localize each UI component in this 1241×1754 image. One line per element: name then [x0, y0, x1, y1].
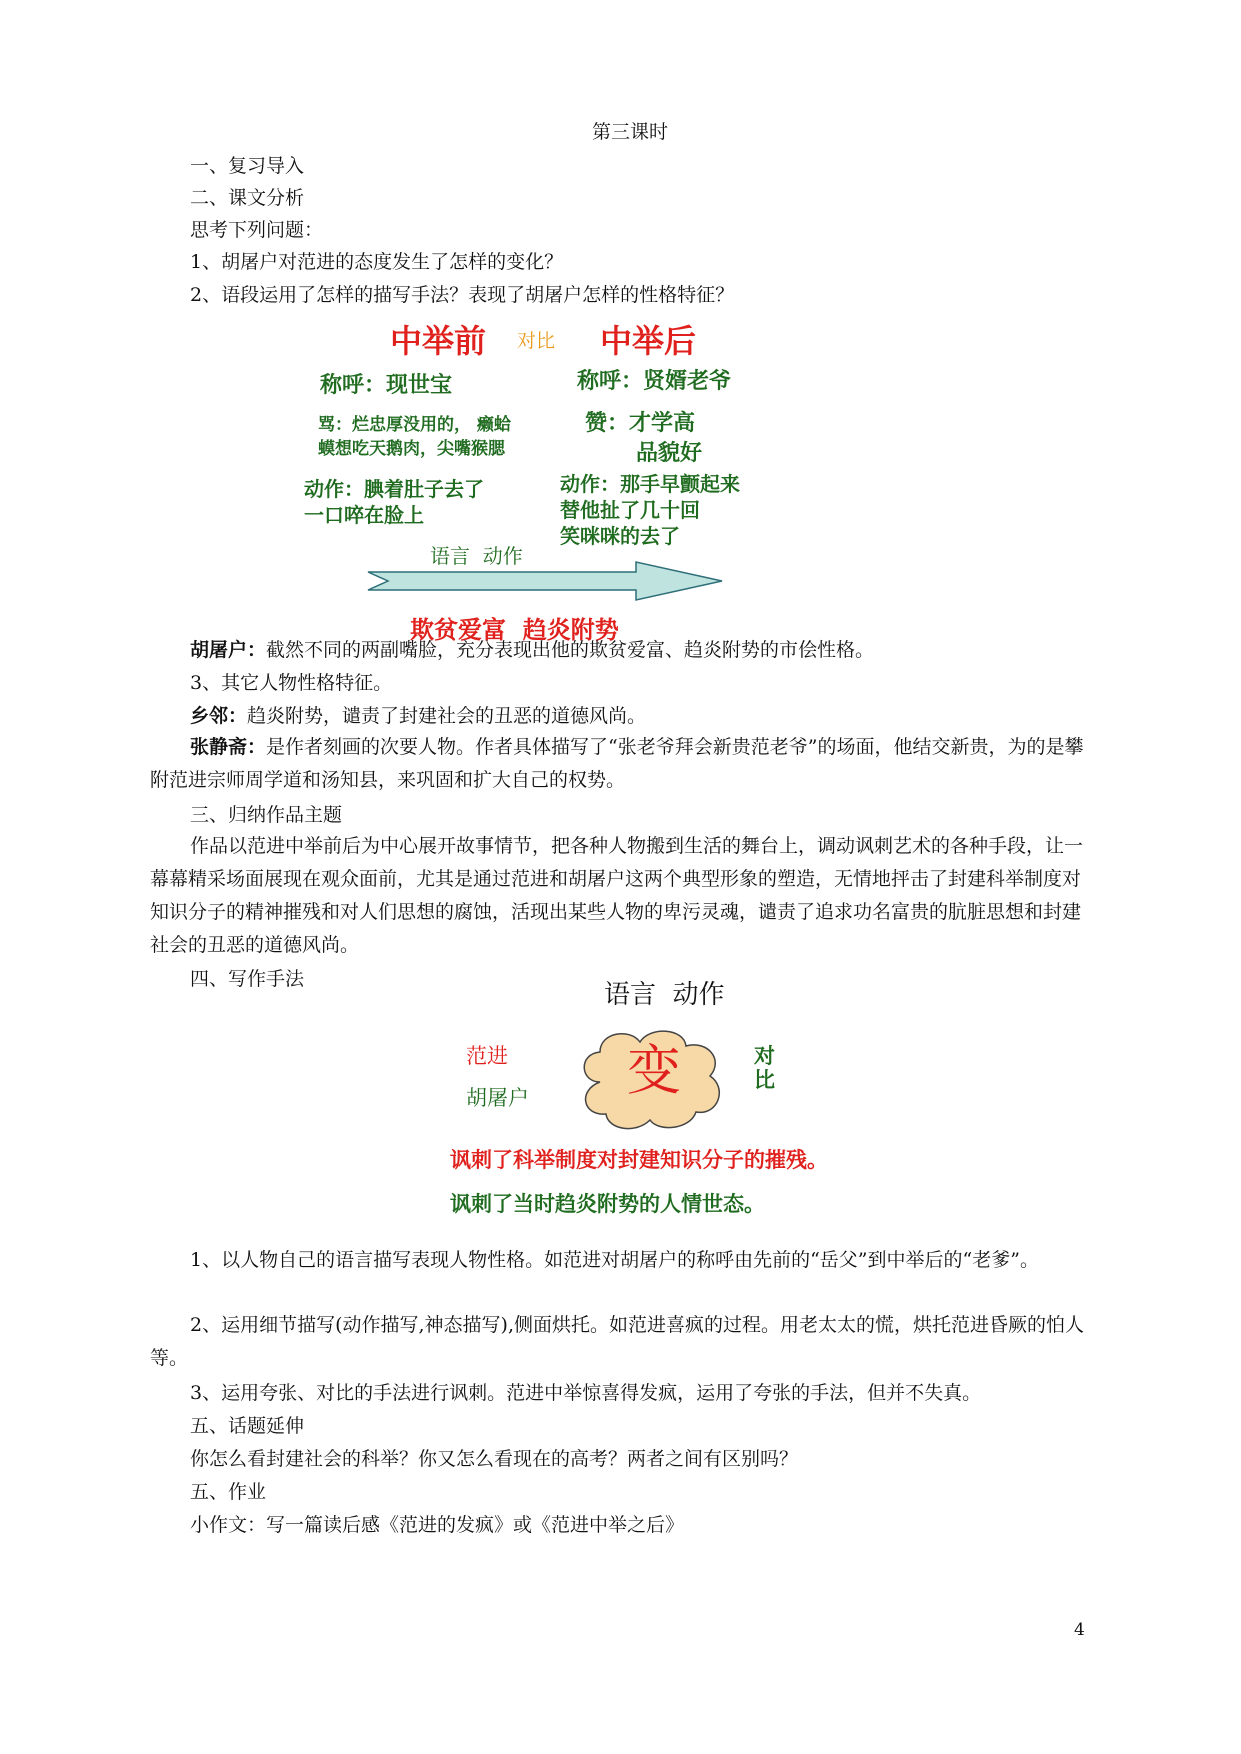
zhang-label: 张静斋：	[190, 736, 267, 758]
after-action-line-3: 笑咪咪的去了	[560, 524, 680, 548]
question-3: 3、其它人物性格特征。	[190, 672, 393, 694]
technique-3: 3、运用夸张、对比的手法进行讽刺。范进中举惊喜得发疯，运用了夸张的手法，但并不失真。	[190, 1382, 982, 1404]
zhang-analysis	[150, 731, 1086, 797]
hu-analysis	[190, 638, 874, 662]
arrow-label: 语言 动作	[430, 544, 523, 568]
extension-heading: 五、话题延伸	[190, 1415, 305, 1437]
technique-1: 1、以人物自己的语言描写表现人物性格。如范进对胡屠户的称呼由先前的“岳父”到中举后的“老爹”。	[190, 1249, 1039, 1271]
neighbor-label: 乡邻：	[190, 705, 248, 727]
neighbor-analysis	[190, 704, 646, 728]
neighbor-text: 趋炎附势，谴责了封建社会的丑恶的道德风尚。	[247, 705, 647, 727]
diagram2-title: 语言 动作	[604, 980, 725, 1010]
after-praise-line-1: 赞：才学高	[585, 411, 696, 436]
page-title: 第三课时	[592, 121, 669, 143]
label-hu-butcher: 胡屠户	[466, 1086, 529, 1110]
before-scold-line-1: 骂：烂忠厚没用的， 癞蛤	[318, 415, 511, 435]
after-praise-line-2: 品貌好	[636, 441, 703, 466]
question-1: 1、胡屠户对范进的态度发生了怎样的变化？	[190, 251, 564, 273]
contrast-char-1: 对	[754, 1044, 775, 1068]
think-prompt: 思考下列问题：	[190, 219, 324, 241]
after-action-line-1: 动作：那手早颤起来	[560, 472, 740, 496]
before-scold-line-2: 蟆想吃天鹅肉，尖嘴猴腮	[318, 439, 505, 459]
theme-heading: 三、归纳作品主题	[190, 804, 343, 826]
theme-text: 作品以范进中举前后为中心展开故事情节，把各种人物搬到生活的舞台上，调动讽刺艺术的各种手段，让一幕幕精采场面展现在观众面前，尤其是通过范进和胡屠户这两个典型形象的塑造，无情地抨击了封建科举制度对知识分子的精神摧残和对人们思想的腐蚀，活现出某些人物的卑污灵魂，谴责了追求功名富贵的肮脏思想和封建社会的丑恶的道德风尚。	[150, 835, 1084, 956]
homework-heading: 五、作业	[190, 1481, 267, 1503]
hu-text: 截然不同的两副嘴脸，充分表现出他的欺贫爱富、趋炎附势的市侩性格。	[266, 639, 875, 661]
section-review: 一、复习导入	[190, 155, 305, 177]
label-contrast: 对比	[517, 330, 556, 352]
satire-line-2: 讽刺了当时趋炎附势的人情世态。	[450, 1191, 765, 1216]
label-before-exam: 中举前	[390, 322, 487, 360]
label-fan-jin: 范进	[466, 1044, 508, 1068]
after-action-line-2: 替他扯了几十回	[560, 498, 700, 522]
before-address: 称呼：现世宝	[320, 373, 453, 398]
technique-2: 2、运用细节描写(动作描写,神态描写),侧面烘托。如范进喜疯的过程。用老太太的慌，烘托范进昏厥的怕人等。	[150, 1314, 1084, 1369]
after-address: 称呼：贤婿老爷	[577, 369, 732, 394]
satire-line-1: 讽刺了科举制度对封建知识分子的摧残。	[450, 1147, 828, 1172]
right-arrow-icon	[366, 560, 726, 602]
zhang-text: 是作者刻画的次要人物。作者具体描写了“张老爷拜会新贵范老爷”的场面，他结交新贵，为的是攀附范进宗师周学道和汤知县，来巩固和扩大自己的权势。	[150, 736, 1084, 791]
center-change-label: 变	[627, 1039, 681, 1102]
question-2: 2、语段运用了怎样的描写手法？表现了胡屠户怎样的性格特征？	[190, 284, 735, 306]
page-number: 4	[1074, 1620, 1085, 1640]
hu-label: 胡屠户：	[190, 639, 267, 661]
section-analysis: 二、课文分析	[190, 187, 305, 209]
contrast-char-2: 比	[754, 1068, 775, 1092]
writing-heading: 四、写作手法	[190, 968, 305, 990]
label-after-exam: 中举后	[600, 322, 697, 360]
before-action-line-1: 动作：腆着肚子去了	[304, 477, 484, 501]
extension-text: 你怎么看封建社会的科举？你又怎么看现在的高考？两者之间有区别吗？	[190, 1448, 799, 1470]
before-action-line-2: 一口啐在脸上	[304, 503, 424, 527]
conclusion-label: 欺贫爱富 趋炎附势	[410, 616, 619, 644]
homework-text: 小作文：写一篇读后感《范进的发疯》或《范进中举之后》	[190, 1514, 685, 1536]
